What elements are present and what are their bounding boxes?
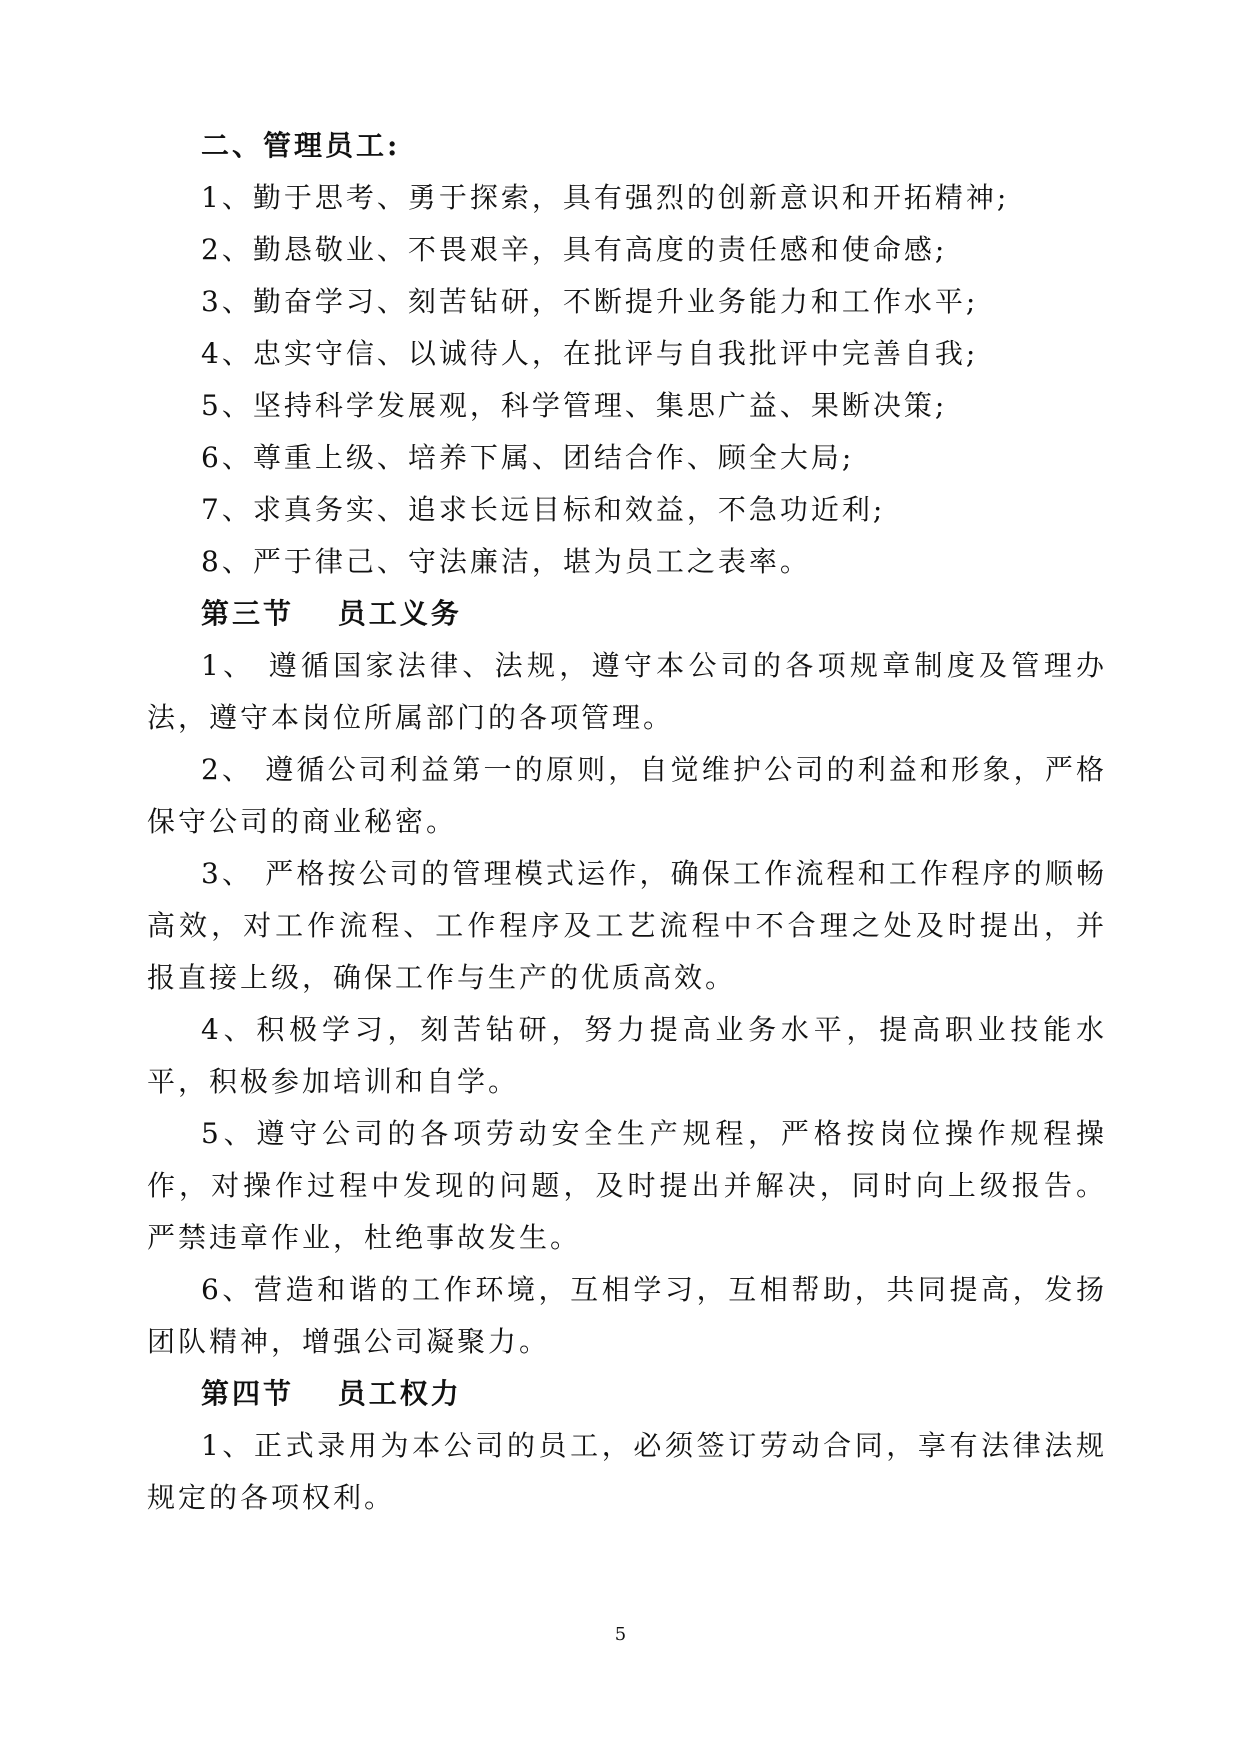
rights-paragraph: 1、正式录用为本公司的员工，必须签订劳动合同，享有法律法规规定的各项权利。 [147, 1429, 1107, 1514]
duty-paragraph: 5、遵守公司的各项劳动安全生产规程，严格按岗位操作规程操作，对操作过程中发现的问题，及时提出并解决，同时向上级报告。严禁违章作业，杜绝事故发生。 [147, 1117, 1107, 1254]
list-item: 1、勤于思考、勇于探索，具有强烈的创新意识和开拓精神; [201, 181, 1010, 214]
duty-paragraph: 2、 遵循公司利益第一的原则，自觉维护公司的利益和形象，严格保守公司的商业秘密。 [147, 753, 1107, 838]
list-item: 5、坚持科学发展观，科学管理、集思广益、果断决策; [201, 389, 948, 422]
page-number: 5 [614, 1624, 627, 1645]
list-item: 2、勤恳敬业、不畏艰辛，具有高度的责任感和使命感; [201, 233, 948, 266]
duty-paragraph: 6、营造和谐的工作环境，互相学习，互相帮助，共同提高，发扬团队精神，增强公司凝聚力。 [147, 1273, 1107, 1358]
section-heading-rights: 第四节 员工权力 [201, 1377, 462, 1410]
duty-paragraph: 1、 遵循国家法律、法规，遵守本公司的各项规章制度及管理办法，遵守本岗位所属部门的各项管理。 [147, 649, 1107, 734]
section-heading-duties: 第三节 员工义务 [201, 597, 462, 630]
duty-paragraph: 4、积极学习，刻苦钻研，努力提高业务水平，提高职业技能水平，积极参加培训和自学。 [147, 1013, 1107, 1098]
section-heading-management: 二、管理员工: [201, 129, 401, 162]
duty-paragraph: 3、 严格按公司的管理模式运作，确保工作流程和工作程序的顺畅高效，对工作流程、工作程序及工艺流程中不合理之处及时提出，并报直接上级，确保工作与生产的优质高效。 [147, 857, 1107, 994]
list-item: 8、严于律己、守法廉洁，堪为员工之表率。 [201, 545, 811, 578]
page-content [147, 120, 1107, 1524]
list-item: 4、忠实守信、以诚待人，在批评与自我批评中完善自我; [201, 337, 979, 370]
list-item: 7、求真务实、追求长远目标和效益，不急功近利; [201, 493, 886, 526]
list-item: 3、勤奋学习、刻苦钻研，不断提升业务能力和工作水平; [201, 285, 979, 318]
list-item: 6、尊重上级、培养下属、团结合作、顾全大局; [201, 441, 855, 474]
